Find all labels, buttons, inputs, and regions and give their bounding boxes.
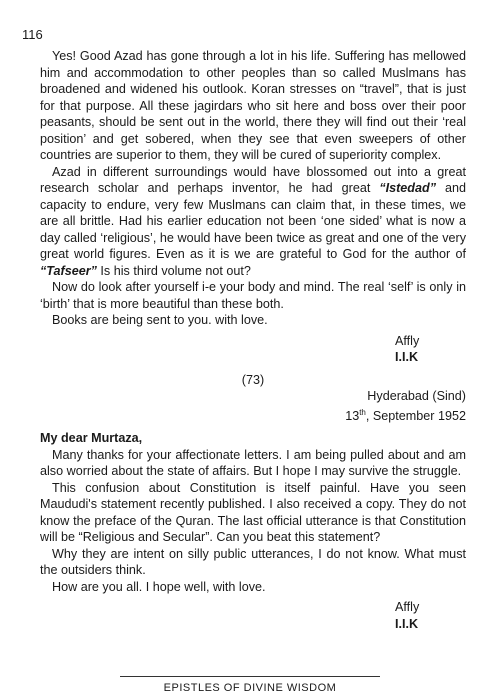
- signature: I.I.K: [395, 350, 419, 364]
- footer-divider: [120, 676, 380, 677]
- letter-two-paragraph-3: Why they are intent on silly public utterances, I do not know. What must the outsiders think.: [40, 546, 466, 578]
- letter-two-paragraph-2: This confusion about Constitution is itself painful. Have you seen Maududi's statement recently published. I also received a copy. They do not know the preface of the Quran. The last official utterance is that Constitution will be “Religious and Secular”. Can you beat this statement?: [40, 480, 466, 545]
- letter-one-paragraph-3: Now do look after yourself i-e your body and mind. The real ‘self’ is only in ‘birth’ that is more beautiful than these both.: [40, 280, 466, 311]
- text-run: Is his third volume not out?: [96, 263, 251, 278]
- closing-affly: Affly: [395, 600, 420, 615]
- date-suffix: th: [359, 407, 366, 417]
- letter-two-paragraph-4: How are you all. I hope well, with love.: [52, 579, 266, 594]
- page-number: 116: [22, 27, 43, 42]
- tafseer-term: “Tafseer”: [40, 263, 97, 278]
- text-run: and capacity to endure, very few Muslmans can claim that, in these times, we are all brittle. Had his earlier education not been ‘one sided’ what is now a day called ‘religious’, he would have been twice as great and one of the very great world figures. Even as it is we are grateful to God for the author of: [40, 181, 466, 261]
- closing-affly: Affly: [395, 333, 420, 348]
- signature: I.I.K: [395, 616, 419, 631]
- date-day: 13: [345, 408, 360, 423]
- date-rest: , September 1952: [365, 408, 466, 423]
- letter-number: (73): [241, 372, 265, 387]
- letter-one-paragraph-1: Yes! Good Azad has gone through a lot in his life. Suffering has mellowed him and accommodation to other peoples than so called Muslmans has broadened and widened his outlook. Koran stresses on “travel”, that is just for that purpose. All these jagirdars who sit here and boss over their poor peasants, should be sent out in the world, there they will find out their ‘real position’ and get sobered, when they see that even sweepers of other countries are superior to them, they will be cured of superiority complex.: [40, 49, 466, 162]
- letter-place: Hyderabad (Sind): [367, 389, 466, 403]
- running-footer: EPISTLES OF DIVINE WISDOM: [163, 682, 337, 694]
- text-run: Azad in different surroundings would have blossomed out into a great research scholar and perhaps inventor, he had great: [40, 164, 466, 195]
- letter-date: [40, 405, 466, 425]
- letter-one-paragraph-2: [40, 164, 466, 280]
- letter-two-paragraph-1: Many thanks for your affectionate letters. I am being pulled about and am also worried about the state of affairs. But I hope I may survive the struggle.: [40, 447, 466, 479]
- istedad-term: “Istedad”: [379, 181, 436, 195]
- letter-one-paragraph-4: Books are being sent to you. with love.: [52, 313, 268, 327]
- page-body: [40, 48, 466, 632]
- salutation: My dear Murtaza,: [40, 431, 143, 446]
